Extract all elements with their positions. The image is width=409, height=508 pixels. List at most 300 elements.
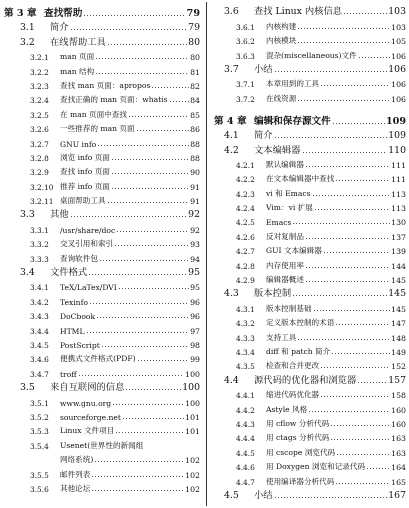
toc-page-number: 103 [388,6,406,18]
toc-entry-title: 文本编辑器 [254,144,301,156]
toc-page-number: 81 [190,67,200,77]
toc-sub-entry[interactable] [4,321,200,335]
toc-page-number: 97 [190,326,200,336]
toc-entry-number: 3.2.3 [30,81,49,91]
toc-page-number: 110 [388,144,406,156]
toc-entry-title: Emacs [266,218,292,228]
toc-entry-number: 3.4 [20,267,35,279]
toc-entry-title: 在线帮助工具 [50,36,106,48]
toc-page-number: 91 [190,197,200,207]
toc-entry-title: DoCbook [60,312,96,322]
toc-sub-entry[interactable] [214,271,406,285]
toc-entry-title: 在文本编辑器中查找 [266,174,335,184]
toc-entry-number: 3.2.9 [30,168,49,178]
toc-entry-title: 查询软件包 [60,253,98,263]
toc-sub-entry[interactable] [4,292,200,306]
toc-entry-number: 3.2.2 [30,67,49,77]
toc-dot-leader [95,58,189,59]
toc-dot-leader [128,116,189,117]
toc-entry-number: 3.6.1 [236,22,255,32]
toc-dot-leader [116,231,189,232]
toc-dot-leader [323,252,390,253]
toc-entry-number: 4.4.5 [236,448,255,458]
toc-entry-title: 用 cscope 浏览代码 [266,447,336,457]
toc-entry-title: 简介 [50,22,69,34]
toc-sub-entry[interactable] [214,443,406,457]
toc-page-number: 95 [188,267,200,279]
toc-sub-entry[interactable] [4,149,200,163]
toc-page-number: 139 [391,247,406,257]
toc-sub-entry[interactable] [214,415,406,429]
toc-entry-number: 3.5 [20,382,35,394]
toc-sub-entry[interactable] [214,328,406,342]
toc-entry-title: 版本控制 [254,288,292,300]
toc-section-entry[interactable] [214,127,406,141]
toc-page-number: 80 [188,36,200,48]
toc-dot-leader [88,274,187,275]
toc-entry-number: 4.2.7 [236,247,255,257]
toc-dot-leader [136,130,189,131]
toc-sub-entry[interactable] [214,46,406,60]
toc-dot-leader [297,339,390,340]
toc-sub-entry[interactable] [214,227,406,241]
toc-dot-leader [320,396,390,397]
toc-entry-number: 4.2.6 [236,232,255,242]
toc-sub-entry[interactable] [4,364,200,378]
toc-entry-title: GNU info [60,139,97,149]
toc-page-number: 111 [391,160,406,170]
toc-sub-entry[interactable] [214,242,406,256]
toc-entry-title: 网络系统) [60,455,94,465]
toc-entry-number: 3.4.7 [30,369,49,379]
toc-entry-title: 内核构建 [266,21,297,31]
toc-entry-title: Vim：vi 扩展 [266,203,313,213]
toc-dot-leader [111,188,189,189]
toc-entry-number: 3.2.1 [30,53,49,63]
toc-sub-entry[interactable] [4,177,200,191]
toc-page-number: 84 [190,96,200,106]
toc-dot-leader [357,382,387,383]
toc-sub-entry[interactable] [4,465,200,479]
toc-sub-entry[interactable] [214,17,406,31]
toc-dot-leader [314,209,390,210]
toc-entry-number: 3.2.5 [30,110,49,120]
toc-page-number: 113 [391,204,406,214]
toc-page-number: 101 [185,427,200,437]
toc-entry-number: 3.4.4 [30,326,49,336]
toc-entry-number: 3.2 [20,36,35,48]
toc-page-number: 102 [185,456,200,466]
toc-sub-entry[interactable] [4,105,200,119]
toc-page-number: 164 [391,463,406,473]
toc-section-entry[interactable] [214,3,406,17]
toc-page-number: 106 [391,80,406,90]
toc-entry-number: 3.2.4 [30,96,49,106]
toc-page-number: 88 [190,139,200,149]
toc-sub-entry[interactable] [4,307,200,321]
toc-section-entry[interactable] [214,285,406,299]
toc-sub-entry[interactable] [4,163,200,177]
toc-entry-number: 3.5.4 [30,441,49,451]
toc-entry-title: 简介 [254,130,273,142]
toc-entry-number: 4.4.6 [236,463,255,473]
toc-entry-title: 缩进代码优化器 [266,390,320,400]
toc-dot-leader [305,267,390,268]
toc-entry-title: 检查和合并更改 [266,361,320,371]
toc-entry-number: 4.3.4 [236,347,255,357]
toc-sub-entry[interactable] [214,170,406,184]
toc-sub-entry[interactable] [214,89,406,103]
toc-page-number: 100 [185,398,200,408]
toc-entry-number: 3.5.2 [30,412,49,422]
toc-sub-entry[interactable] [214,156,406,170]
toc-dot-leader [169,101,190,102]
toc-dot-leader [83,15,185,16]
toc-page-number: 109 [388,130,406,142]
toc-dot-leader [313,310,391,311]
toc-entry-title: 支持工具 [266,332,297,342]
toc-entry-title: Linux 文件项目 [60,426,115,436]
toc-chapter-entry[interactable] [214,111,406,127]
toc-entry-title: 一些推荐的 man 页面 [60,124,135,134]
column-divider [206,2,207,506]
toc-page-number: 152 [391,362,406,372]
toc-dot-leader [343,13,387,14]
toc-entry-title: Astyle 风格 [266,404,308,414]
toc-dot-leader [107,44,187,45]
toc-section-entry[interactable] [4,264,200,278]
toc-entry-title: 交叉引用和索引 [60,239,114,249]
toc-dot-leader [115,432,184,433]
toc-page-number: 160 [391,419,406,429]
toc-page-number: 111 [391,175,406,185]
toc-entry-number: 3.5.5 [30,470,49,480]
toc-page-number: 91 [190,182,200,192]
toc-entry-title: 查找帮助 [44,8,83,19]
toc-entry-title: vi 和 Emacs [266,188,311,198]
toc-entry-number: 4.2.1 [236,160,255,170]
toc-sub-entry[interactable] [4,120,200,134]
toc-page-number: 103 [391,22,406,32]
toc-dot-leader [111,173,189,174]
toc-entry-number: 4.4.1 [236,391,255,401]
toc-dot-leader [101,346,189,347]
toc-sub-entry[interactable] [4,278,200,292]
toc-entry-title: 用 cflow 分析代码 [266,418,330,428]
toc-sub-entry[interactable] [214,386,406,400]
toc-entry-number: 4.3.1 [236,304,255,314]
toc-dot-leader [302,152,388,153]
toc-dot-leader [366,468,390,469]
toc-dot-leader [86,332,190,333]
toc-entry-title: 用 Doxygen 浏览和记录代码 [266,462,366,472]
toc-page-number: 148 [391,333,406,343]
toc-section-entry[interactable] [4,379,200,393]
toc-entry-title: GUI 文本编辑器 [266,246,322,256]
toc-sub-entry[interactable] [4,336,200,350]
toc-sub-entry[interactable] [4,77,200,91]
toc-page-number: 86 [190,125,200,135]
toc-entry-number: 3.5.6 [30,484,49,494]
toc-dot-leader [70,29,188,30]
toc-page-number: 94 [190,254,200,264]
toc-dot-leader [111,159,189,160]
toc-entry-title: www.gnu.org [60,398,112,408]
toc-entry-number: 3.2.6 [30,125,49,135]
toc-page-number: 149 [391,347,406,357]
toc-entry-title: 使用编译器分析代码 [266,476,335,486]
toc-dot-leader [274,497,388,498]
toc-section-entry[interactable] [4,19,200,33]
toc-entry-number: 3.2.8 [30,153,49,163]
toc-page-number: 167 [388,489,406,501]
toc-dot-leader [107,202,190,203]
toc-entry-title: 小结 [254,489,273,501]
chapter-spacer [214,104,406,111]
toc-entry-number: 4.1 [224,130,239,142]
toc-sub-entry[interactable] [214,314,406,328]
toc-entry-number: 3.3.2 [30,240,49,250]
toc-dot-leader [331,353,390,354]
toc-entry-title: 内存使用率 [266,260,304,270]
toc-entry-number: 3.5.3 [30,427,49,437]
toc-sub-entry[interactable] [214,299,406,313]
toc-entry-title: 在 man 页面中查找 [60,109,128,119]
toc-entry-number: 3.2.11 [30,197,54,207]
toc-entry-title: 定义版本控制的术语 [266,318,335,328]
toc-page-number: 158 [391,391,406,401]
toc-entry-title: 桌面帮助工具 [60,196,106,206]
toc-left-column [4,3,200,494]
toc-sub-entry[interactable] [214,256,406,270]
toc-page-number: 106 [388,63,406,75]
toc-dot-leader [274,71,388,72]
toc-entry-number: 3.4.2 [30,297,49,307]
toc-dot-leader [335,180,390,181]
toc-entry-title: Texinfo [60,297,88,307]
toc-page-number: 147 [391,319,406,329]
toc-entry-title: Usenet(世界性的新闻组 [60,440,144,450]
toc-entry-number: 3.6.3 [236,51,255,61]
toc-dot-leader [330,439,390,440]
toc-page-number: 92 [190,225,200,235]
toc-page-number: 98 [190,340,200,350]
toc-sub-entry[interactable] [4,134,200,148]
toc-sub-entry[interactable] [214,400,406,414]
toc-dot-leader [137,360,190,361]
toc-sub-entry[interactable] [4,235,200,249]
toc-entry-title: 邮件列表 [60,469,91,479]
toc-entry-title: diff 和 patch 简介 [266,346,331,356]
toc-sub-entry[interactable] [4,408,200,422]
toc-section-entry[interactable] [4,33,200,47]
toc-entry-number: 3.5.1 [30,398,49,408]
toc-sub-entry[interactable] [214,75,406,89]
toc-sub-entry[interactable] [4,48,200,62]
toc-entry-number: 3.2.7 [30,139,49,149]
toc-entry-title: troff [60,369,77,379]
toc-page-number: 80 [190,53,200,63]
toc-dot-leader [358,57,390,58]
toc-page-number: 163 [391,448,406,458]
toc-page-number: 157 [388,374,406,386]
toc-sub-entry[interactable] [214,429,406,443]
toc-page-number: 85 [190,110,200,120]
toc-page-number: 96 [190,312,200,322]
toc-dot-leader [91,490,184,491]
toc-entry-title: 查找 info 页面 [60,167,110,177]
toc-dot-leader [91,476,184,477]
toc-entry-number: 3.4.5 [30,340,49,350]
toc-entry-title: sourceforge.net [60,412,121,422]
toc-entry-number: 4.4.2 [236,405,255,415]
toc-entry-title: PostScript [60,340,100,350]
toc-dot-leader [292,223,390,224]
toc-entry-title: 小结 [254,63,273,75]
toc-sub-entry[interactable] [4,422,200,436]
toc-sub-entry[interactable] [214,357,406,371]
toc-dot-leader [320,367,390,368]
toc-sub-entry[interactable] [4,393,200,407]
toc-entry-title: 查找 Linux 内核信息 [254,6,343,18]
toc-dot-leader [332,123,385,124]
toc-dot-leader [97,145,189,146]
toc-entry-number: 4.4 [224,374,239,386]
toc-sub-entry[interactable] [4,62,200,76]
toc-dot-leader [330,425,390,426]
toc-section-entry[interactable] [214,61,406,75]
toc-entry-number: 4.4.3 [236,419,255,429]
toc-dot-leader [335,324,390,325]
toc-page-number: 93 [190,240,200,250]
toc-entry-number: 3.3 [20,209,35,221]
toc-entry-title: 内核模块 [266,36,297,46]
toc-sub-entry[interactable] [214,343,406,357]
toc-page-number: 165 [391,477,406,487]
toc-page-number: 160 [391,405,406,415]
toc-entry-title: /usr/share/doc [60,225,116,235]
toc-sub-entry[interactable] [4,249,200,263]
toc-section-entry[interactable] [214,141,406,155]
toc-sub-entry[interactable] [4,220,200,234]
toc-dot-leader [99,260,189,261]
toc-page-number: 79 [188,22,200,34]
toc-sub-entry[interactable] [4,91,200,105]
toc-dot-leader [114,245,189,246]
toc-entry-number: 4.2.9 [236,276,255,286]
toc-dot-leader [292,295,387,296]
toc-entry-number: 3.4.3 [30,312,49,322]
toc-page-number: 102 [185,470,200,480]
toc-sub-entry[interactable] [4,350,200,364]
toc-entry-title: 混杂(miscellaneous)文件 [266,50,357,60]
toc-dot-leader [94,461,184,462]
toc-sub-entry[interactable] [214,32,406,46]
toc-page-number: 144 [391,261,406,271]
toc-section-entry[interactable] [214,487,406,501]
toc-entry-number: 4.2.5 [236,218,255,228]
toc-entry-number: 4.3.2 [236,319,255,329]
toc-dot-leader [308,411,390,412]
toc-section-entry[interactable] [4,206,200,220]
toc-entry-number: 3.4.1 [30,283,49,293]
toc-entry-title: 编辑和保存源文件 [254,115,331,127]
toc-page-number: 145 [391,304,406,314]
toc-entry-number: 4.3.5 [236,362,255,372]
toc-entry-number: 4.5 [224,489,239,501]
toc-entry-number: 3.2.10 [30,182,54,192]
toc-sub-entry[interactable] [214,213,406,227]
toc-entry-number: 4.2.3 [236,189,255,199]
toc-dot-leader [118,288,189,289]
toc-dot-leader [274,137,388,138]
toc-entry-title: 本章用到的工具 [266,79,320,89]
toc-entry-title: 其他 [50,209,69,221]
toc-page-number: 145 [388,288,406,300]
toc-entry-title: 编辑器概述 [266,275,304,285]
toc-right-column [214,3,406,501]
toc-entry-number: 3.7 [224,63,239,75]
toc-entry-number: 3.4.6 [30,355,49,365]
toc-dot-leader [78,375,184,376]
toc-chapter-entry[interactable] [4,3,200,19]
toc-sub-entry[interactable] [4,436,200,450]
toc-sub-entry[interactable] [214,184,406,198]
toc-dot-leader [305,238,390,239]
toc-entry-title: 来自互联网的信息 [50,382,125,394]
toc-page-number: 109 [385,115,406,127]
toc-entry-number: 3.6 [224,6,239,18]
toc-page-number: 79 [186,8,200,19]
toc-entry-number: 4.4.4 [236,434,255,444]
toc-sub-entry[interactable] [214,472,406,486]
toc-entry-title: 用 ctags 分析代码 [266,433,330,443]
toc-entry-number: 4.2.8 [236,261,255,271]
toc-page-number: 113 [391,189,406,199]
toc-dot-leader [312,195,391,196]
toc-entry-number: 3.3.1 [30,225,49,235]
toc-dot-leader [151,87,189,88]
toc-entry-title: man 结构 [60,66,95,76]
toc-entry-title: 便携式文件格式(PDF) [60,354,136,364]
toc-page-number: 106 [391,51,406,61]
toc-dot-leader [305,281,390,282]
toc-sub-entry[interactable] [4,192,200,206]
toc-sub-entry[interactable] [4,451,200,465]
toc-entry-title: 推荐 info 页面 [60,181,110,191]
toc-entry-number: 3.7.2 [236,94,255,104]
toc-entry-number: 第 4 章 [214,115,247,127]
toc-sub-entry[interactable] [214,199,406,213]
toc-entry-title: 浏览 info 页面 [60,152,110,162]
toc-sub-entry[interactable] [4,480,200,494]
toc-page-number: 102 [185,484,200,494]
toc-entry-title: 源代码的优化器和浏览器 [254,374,357,386]
toc-page-number: 105 [391,37,406,47]
toc-dot-leader [297,28,390,29]
toc-dot-leader [122,418,184,419]
toc-entry-number: 4.2 [224,144,239,156]
toc-sub-entry[interactable] [214,458,406,472]
toc-page-number: 145 [391,276,406,286]
toc-section-entry[interactable] [214,371,406,385]
toc-entry-title: TeX/LaTex/DVI [60,283,117,293]
toc-page-number: 106 [391,94,406,104]
toc-entry-title: HTML [60,326,85,336]
toc-entry-number: 4.2.2 [236,175,255,185]
toc-page-number: 137 [391,232,406,242]
toc-entry-number: 3.1 [20,22,35,34]
